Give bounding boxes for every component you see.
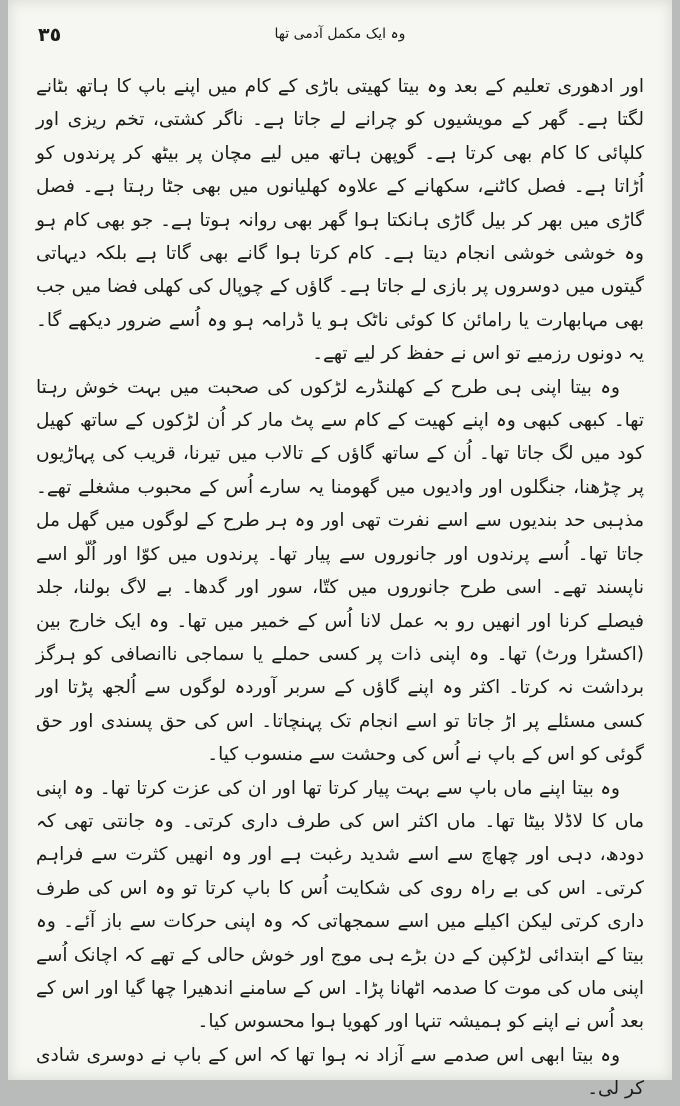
running-title: وہ ایک مکمل آدمی تھا xyxy=(274,26,406,42)
page-number: ٣٥ xyxy=(38,24,62,46)
paragraph: اور ادھوری تعلیم کے بعد وہ بیتا کھیتی باڑی کے کام میں اپنے باپ کا ہاتھ بٹانے لگتا ہے۔ گھر کے مویشیوں کو چرانے لے جاتا ہے۔ ناگر کشتی، تخم ریزی اور کلپائی کا کام بھی کرتا ہے۔ گوپھن ہاتھ میں لیے مچان پر بیٹھ کر پرندوں کو اُڑاتا ہے۔ فصل کاٹنے، سکھانے کے علاوہ کھلیانوں میں بھی جٹا رہتا ہے۔ فصل گاڑی میں بھر کر بیل گاڑی ہانکتا ہوا گھر بھی روانہ ہوتا ہے۔ جو بھی کام ہو وہ خوشی خوشی انجام دیتا ہے۔ کام کرتا ہوا گانے بھی گاتا ہے بلکہ دیہاتی گیتوں میں دوسروں پر بازی لے جاتا ہے۔ گاؤں کے چوپال کی کھلی فضا میں جب بھی مہابھارت یا رامائن کا کوئی ناٹک ہو یا ڈرامہ ہو وہ اُسے ضرور دیکھے گا۔ یہ دونوں رزمیے تو اس نے حفظ کر لیے تھے۔ xyxy=(36,76,644,365)
paragraph: وہ بیتا اپنے ماں باپ سے بہت پیار کرتا تھا اور ان کی عزت کرتا تھا۔ وہ اپنی ماں کا لاڈلا بیٹا تھا۔ ماں اکثر اس کی طرف داری کرتی۔ وہ جانتی تھی کہ دودھ، دہی اور چھاچ سے اسے شدید رغبت ہے اور وہ انھیں کثرت سے فراہم کرتی۔ اس کی بے راہ روی کی شکایت اُس کا باپ کرتا تو وہ اس کی طرف داری کرتی لیکن اکیلے میں اسے سمجھاتی کہ وہ اپنی حرکات سے باز آئے۔ وہ بیتا کے ابتدائی لڑکپن کے دن بڑے ہی موج اور خوش حالی کے تھے کہ اچانک اُسے اپنی ماں کی موت کا صدمہ اٹھانا پڑا۔ اس کے سامنے اندھیرا چھا گیا اور اس کے بعد اُس نے اپنے کو ہمیشہ تنہا اور کھویا ہوا محسوس کیا۔ xyxy=(36,777,644,1033)
paragraph: وہ بیتا اپنی ہی طرح کے کھلنڈرے لڑکوں کی صحبت میں بہت خوش رہتا تھا۔ کبھی کبھی وہ اپنے کھیت کے کام سے پٹ مار کر اُن لڑکوں کے ساتھ کھیل کود میں لگ جاتا تھا۔ اُن کے ساتھ گاؤں کے تالاب میں تیرنا، قریب کی پہاڑیوں پر چڑھنا، جنگلوں اور وادیوں میں گھومنا یہ سارے اُس کے محبوب مشغلے تھے۔ مذہبی حد بندیوں سے اسے نفرت تھی اور وہ ہر طرح کے لوگوں میں گھل مل جاتا تھا۔ اُسے پرندوں اور جانوروں سے پیار تھا۔ پرندوں میں کوّا اور اُلّو اسے ناپسند تھے۔ اسی طرح جانوروں میں کتّا، سور اور گدھا۔ بے لاگ بولنا، جلد فیصلے کرنا اور انھیں رو بہ عمل لانا اُس کے خمیر میں تھا۔ وہ ایک خارج بین (اکسٹرا ورٹ) تھا۔ وہ اپنی ذات پر کسی حملے یا سماجی ناانصافی کو ہرگز برداشت نہ کرتا۔ اکثر وہ اپنے گاؤں کے سربر آوردہ لوگوں سے اُلجھ پڑتا اور کسی مسئلے پر اڑ جاتا تو اسے انجام تک پہنچاتا۔ اس کی حق پسندی اور حق گوئی کو اس کے باپ نے اُس کی وحشت سے منسوب کیا۔ xyxy=(36,376,644,766)
book-page xyxy=(8,0,672,1100)
body-text xyxy=(36,70,644,1106)
page-header xyxy=(38,24,642,54)
paragraph: وہ بیتا ابھی اس صدمے سے آزاد نہ ہوا تھا کہ اس کے باپ نے دوسری شادی کر لی۔ xyxy=(36,1044,644,1100)
